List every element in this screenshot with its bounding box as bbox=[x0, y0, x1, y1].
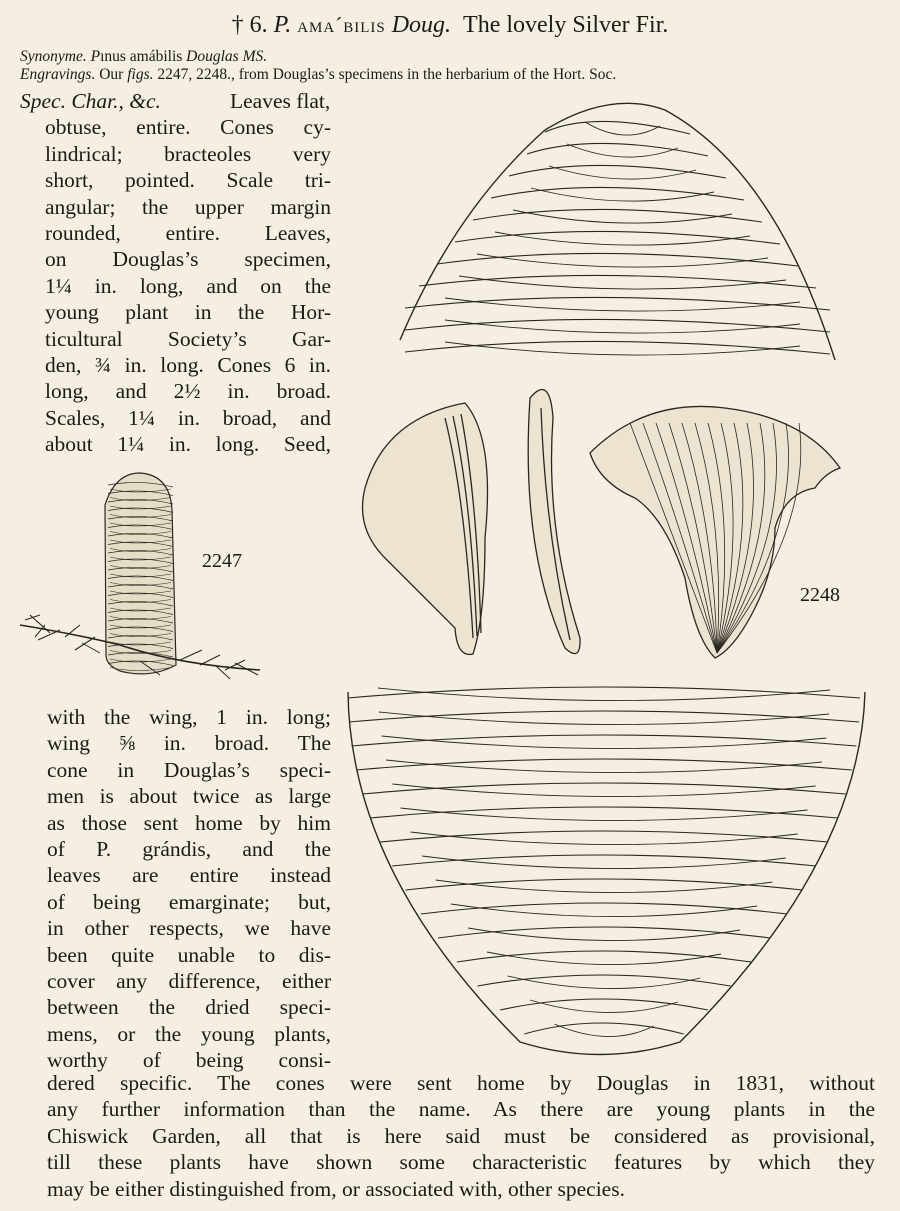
text-line: about 1¼ in. long. Seed, bbox=[45, 432, 331, 457]
engravings-line bbox=[20, 66, 616, 84]
synonyme-line bbox=[20, 48, 267, 66]
text-line: may be either distinguished from, or associated with, other species. bbox=[47, 1176, 625, 1201]
engravings-figs: figs. bbox=[127, 66, 154, 83]
left-text-block-2 bbox=[47, 704, 331, 1074]
text-line: mens, or the young plants, bbox=[47, 1021, 331, 1046]
dagger-mark: † bbox=[231, 12, 244, 38]
text-line: as those sent home by him bbox=[47, 810, 331, 835]
engravings-text: 2247, 2248., from Douglas’s specimens in the herbarium of the Hort. Soc. bbox=[157, 66, 617, 83]
text-line: Chiswick Garden, all that is here said must be considered as provisional, bbox=[47, 1123, 875, 1148]
text-line: wing ⅝ in. broad. The bbox=[47, 731, 331, 756]
text-line: den, ¾ in. long. Cones 6 in. bbox=[45, 353, 331, 378]
text-line: angular; the upper margin bbox=[45, 194, 331, 219]
species-author: Doug. bbox=[391, 12, 452, 38]
text-line: of P. grándis, and the bbox=[47, 837, 331, 862]
text-line: long, and 2½ in. broad. bbox=[45, 379, 331, 404]
genus-abbrev: P. bbox=[273, 12, 292, 38]
text-line: Leaves flat, bbox=[230, 89, 331, 113]
text-line: rounded, entire. Leaves, bbox=[45, 221, 331, 246]
text-line: any further information than the name. As there are young plants in the bbox=[47, 1097, 875, 1122]
figure-2248-seed-wing-scale bbox=[345, 378, 845, 668]
text-line: with the wing, 1 in. long; bbox=[47, 705, 331, 729]
text-line: men is about twice as large bbox=[47, 784, 331, 809]
synonyme-label: Synonyme. bbox=[20, 48, 87, 65]
left-text-block-1 bbox=[45, 88, 331, 458]
engravings-our: Our bbox=[99, 66, 124, 83]
text-line: dered specific. The cones were sent home by Douglas in 1831, without bbox=[47, 1071, 875, 1095]
figure-2247-cone-on-branch bbox=[20, 465, 265, 695]
species-name: amaˊbilis bbox=[297, 13, 386, 37]
text-line: in other respects, we have bbox=[47, 916, 331, 941]
text-line: between the dried speci- bbox=[47, 995, 331, 1020]
text-line: worthy of being consi- bbox=[47, 1048, 331, 1073]
figure-2248-cone-base bbox=[340, 672, 875, 1060]
text-line: been quite unable to dis- bbox=[47, 942, 331, 967]
text-line: till these plants have shown some characteristic features by which they bbox=[47, 1150, 875, 1175]
figure-label-2248: 2248 bbox=[800, 584, 840, 606]
spec-char-label: Spec. Char., &c. bbox=[20, 89, 161, 113]
text-line: of being emarginate; but, bbox=[47, 889, 331, 914]
text-line: Scales, 1¼ in. broad, and bbox=[45, 405, 331, 430]
figure-2248-cone-apex bbox=[395, 90, 850, 370]
synonyme-genus-initial: P bbox=[90, 48, 101, 65]
text-line: short, pointed. Scale tri- bbox=[45, 168, 331, 193]
text-line: obtuse, entire. Cones cy- bbox=[45, 115, 331, 140]
text-line: ticultural Society’s Gar- bbox=[45, 326, 331, 351]
synonyme-author: Douglas MS. bbox=[186, 48, 268, 65]
text-line: lindrical; bracteoles very bbox=[45, 141, 331, 166]
text-line: cover any difference, either bbox=[47, 969, 331, 994]
common-name: The lovely Silver Fir. bbox=[463, 12, 669, 38]
section-number: 6. bbox=[249, 12, 268, 38]
text-line: 1¼ in. long, and on the bbox=[45, 273, 331, 298]
section-heading bbox=[0, 12, 900, 39]
engravings-label: Engravings. bbox=[20, 66, 96, 83]
text-line: leaves are entire instead bbox=[47, 863, 331, 888]
full-width-text-block bbox=[47, 1070, 875, 1202]
text-line: young plant in the Hor- bbox=[45, 300, 331, 325]
text-line: on Douglas’s specimen, bbox=[45, 247, 331, 272]
text-line: cone in Douglas’s speci- bbox=[47, 757, 331, 782]
synonyme-text: ınus amábilis bbox=[100, 48, 183, 65]
figure-label-2247: 2247 bbox=[202, 550, 242, 572]
